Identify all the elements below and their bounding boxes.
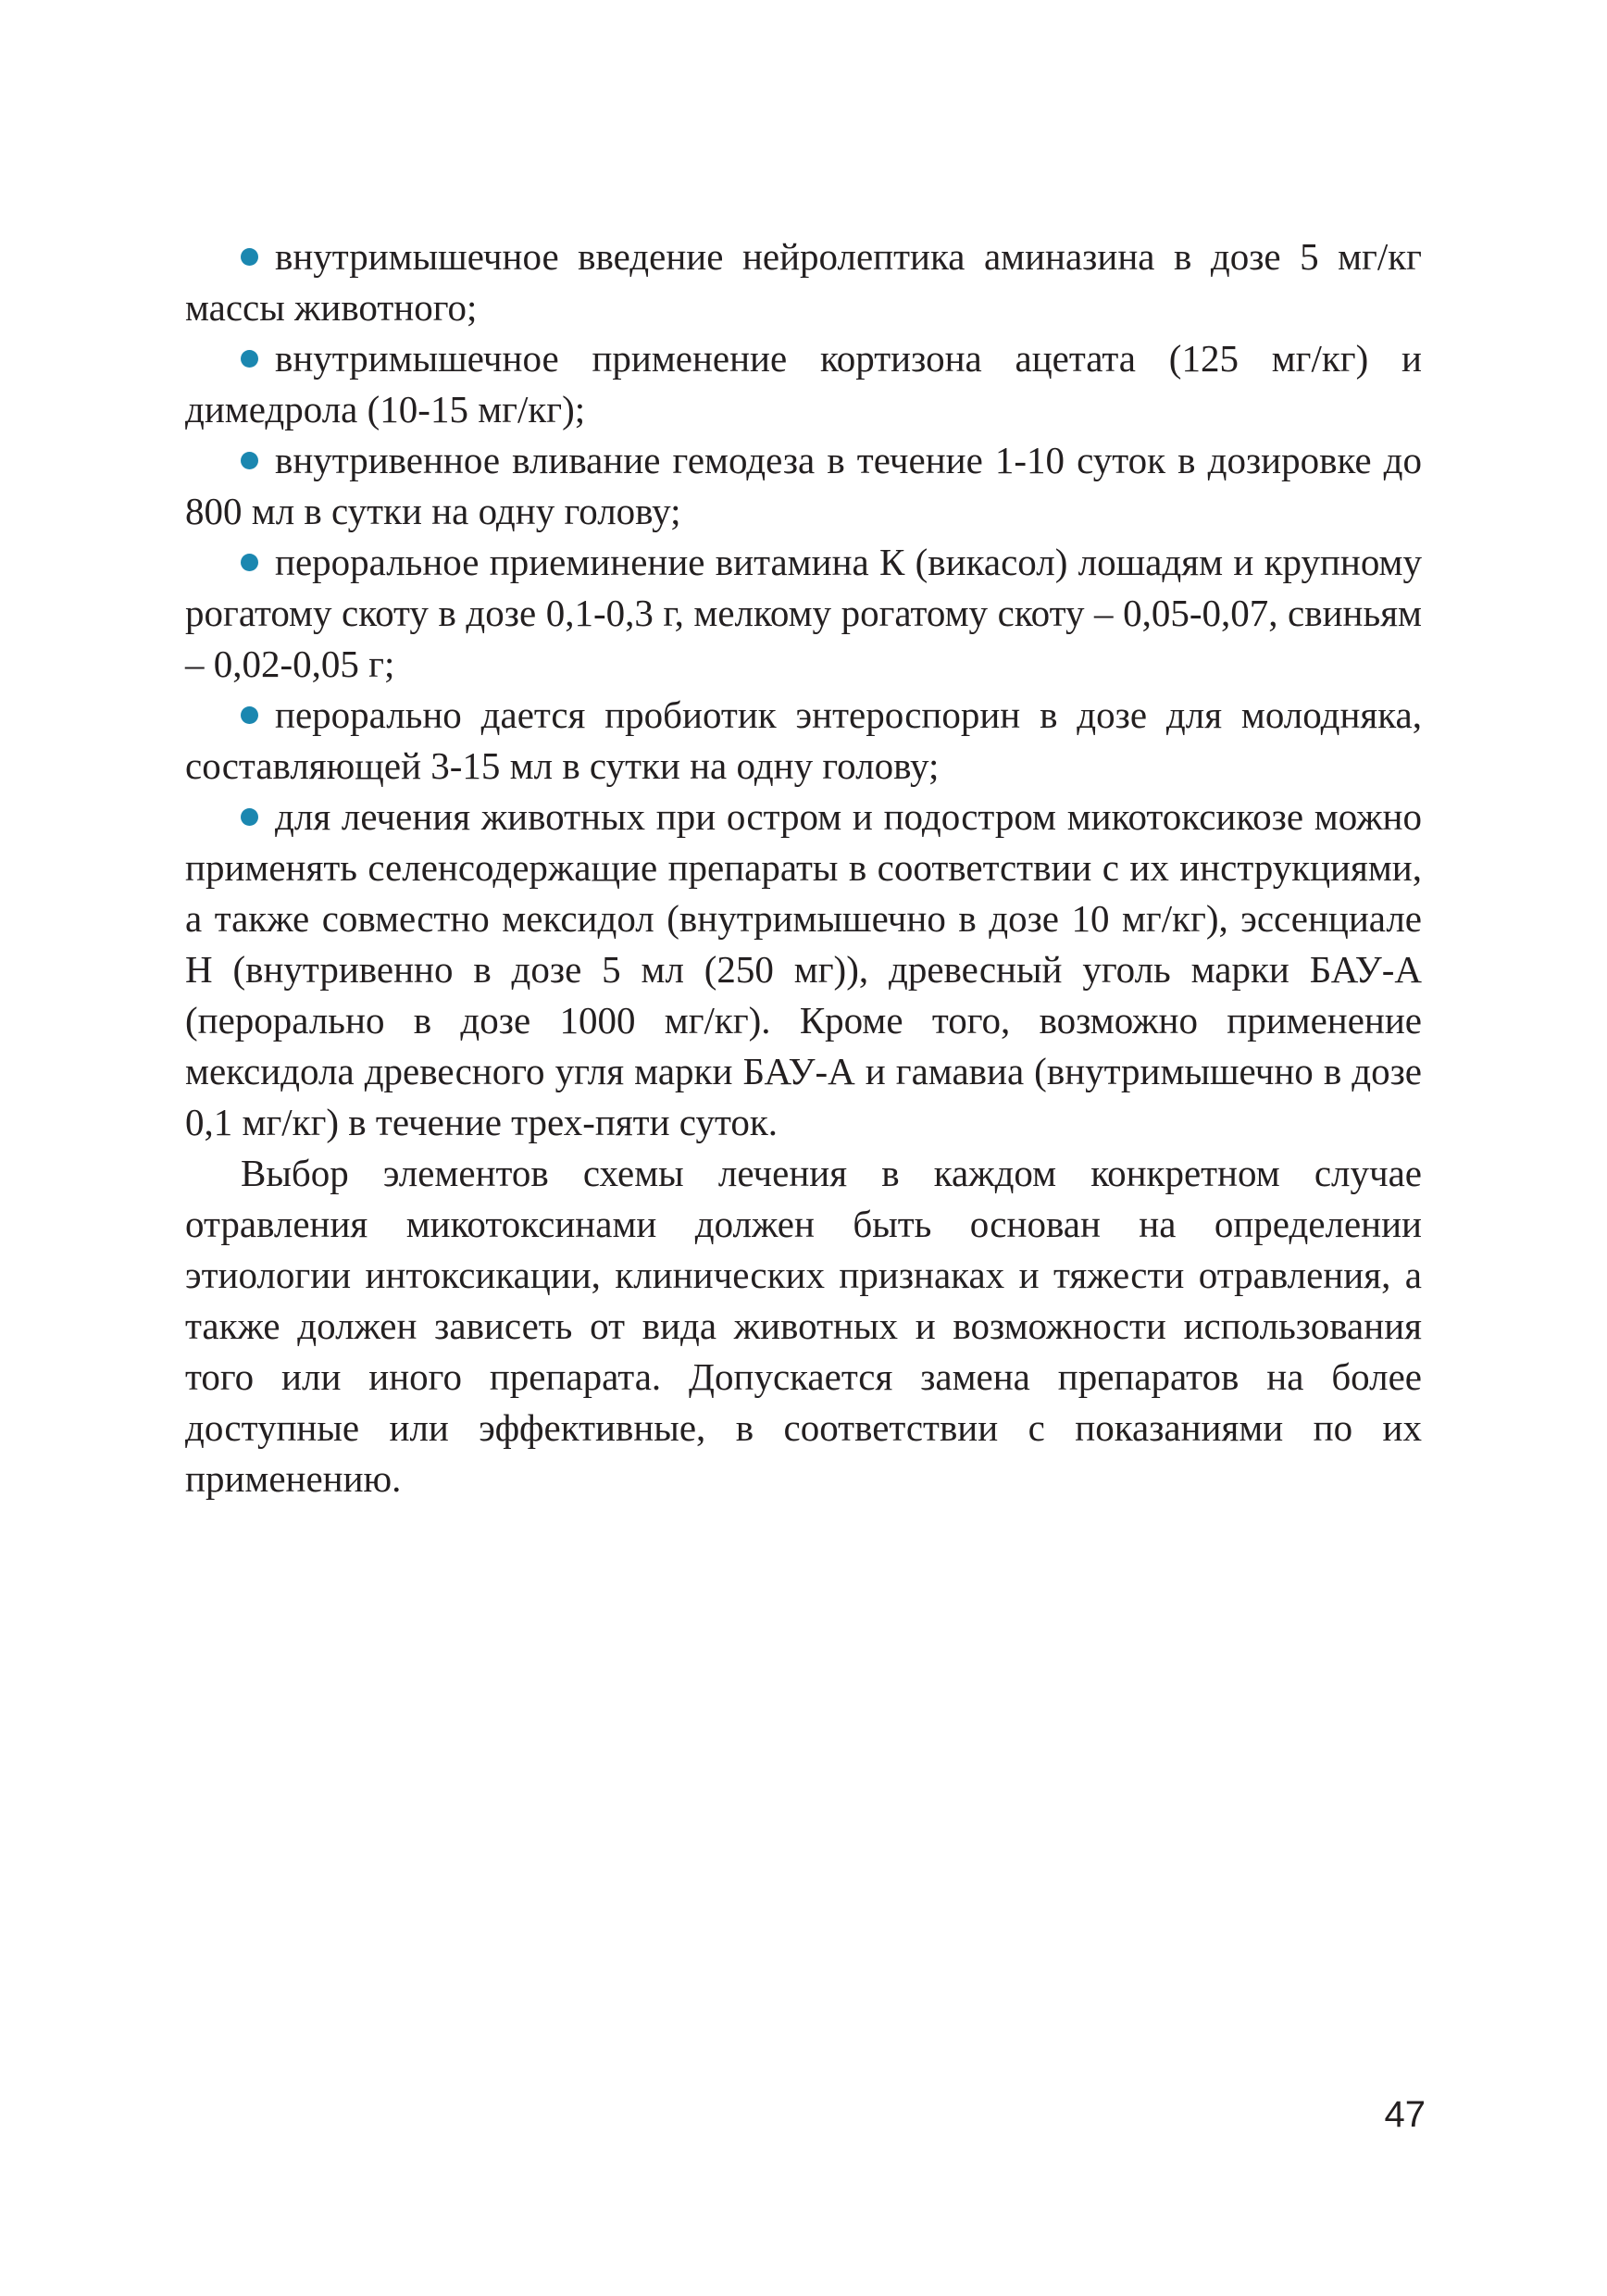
bullet-dot-icon — [241, 554, 258, 571]
bullet-item — [185, 690, 1422, 792]
bullet-text: пероральное приеминение витамина К (викасол) лошадям и крупному рогатому скоту в дозе 0,1-0,3 г, мелкому рогатому скоту – 0,05-0,07, свиньям – 0,02-0,05 г; — [185, 541, 1422, 685]
bullet-text: перорально дается пробиотик энтероспорин в дозе для молодняка, составляющей 3-15 мл в сутки на одну голову; — [185, 693, 1422, 787]
bullet-item — [185, 333, 1422, 435]
bullet-dot-icon — [241, 706, 258, 724]
bullet-item — [185, 231, 1422, 333]
page-body — [185, 231, 1422, 1504]
bullet-text: внутримышечное введение нейролептика аминазина в дозе 5 мг/кг массы животного; — [185, 235, 1422, 329]
bullet-dot-icon — [241, 350, 258, 368]
bullet-dot-icon — [241, 808, 258, 826]
bullet-dot-icon — [241, 452, 258, 469]
bullet-item — [185, 435, 1422, 537]
page-number: 47 — [1384, 2094, 1426, 2135]
bullet-text: внутривенное вливание гемодеза в течение 1-10 суток в дозировке до 800 мл в сутки на одну голову; — [185, 439, 1422, 532]
bullet-item — [185, 792, 1422, 1148]
bullet-text: для лечения животных при остром и подостром микотоксикозе можно применять селенсодержащие препараты в соответствии с их инструкциями, а также совместно мексидол (внутримышечно в дозе 10 мг/кг), эссенциале Н (внутривенно в дозе 5 мл (250 мг)), древесный уголь марки БАУ-А (перорально в дозе 1000 мг/кг). Кроме того, возможно применение мексидола древесного угля марки БАУ-А и гамавиа (внутримышечно в дозе 0,1 мг/кг) в течение трех-пяти суток. — [185, 795, 1422, 1143]
bullet-dot-icon — [241, 248, 258, 266]
bullet-item — [185, 537, 1422, 690]
bullet-text: внутримышечное применение кортизона ацетата (125 мг/кг) и димедрола (10-15 мг/кг); — [185, 337, 1422, 430]
body-paragraph: Выбор элементов схемы лечения в каждом конкретном случае отравления микотоксинами должен быть основан на определении этиологии интоксикации, клинических признаках и тяжести отравления, а также должен зависеть от вида животных и возможности использования того или иного препарата. Допускается замена препаратов на более доступные или эффективные, в соответствии с показаниями по их применению. — [185, 1152, 1422, 1500]
